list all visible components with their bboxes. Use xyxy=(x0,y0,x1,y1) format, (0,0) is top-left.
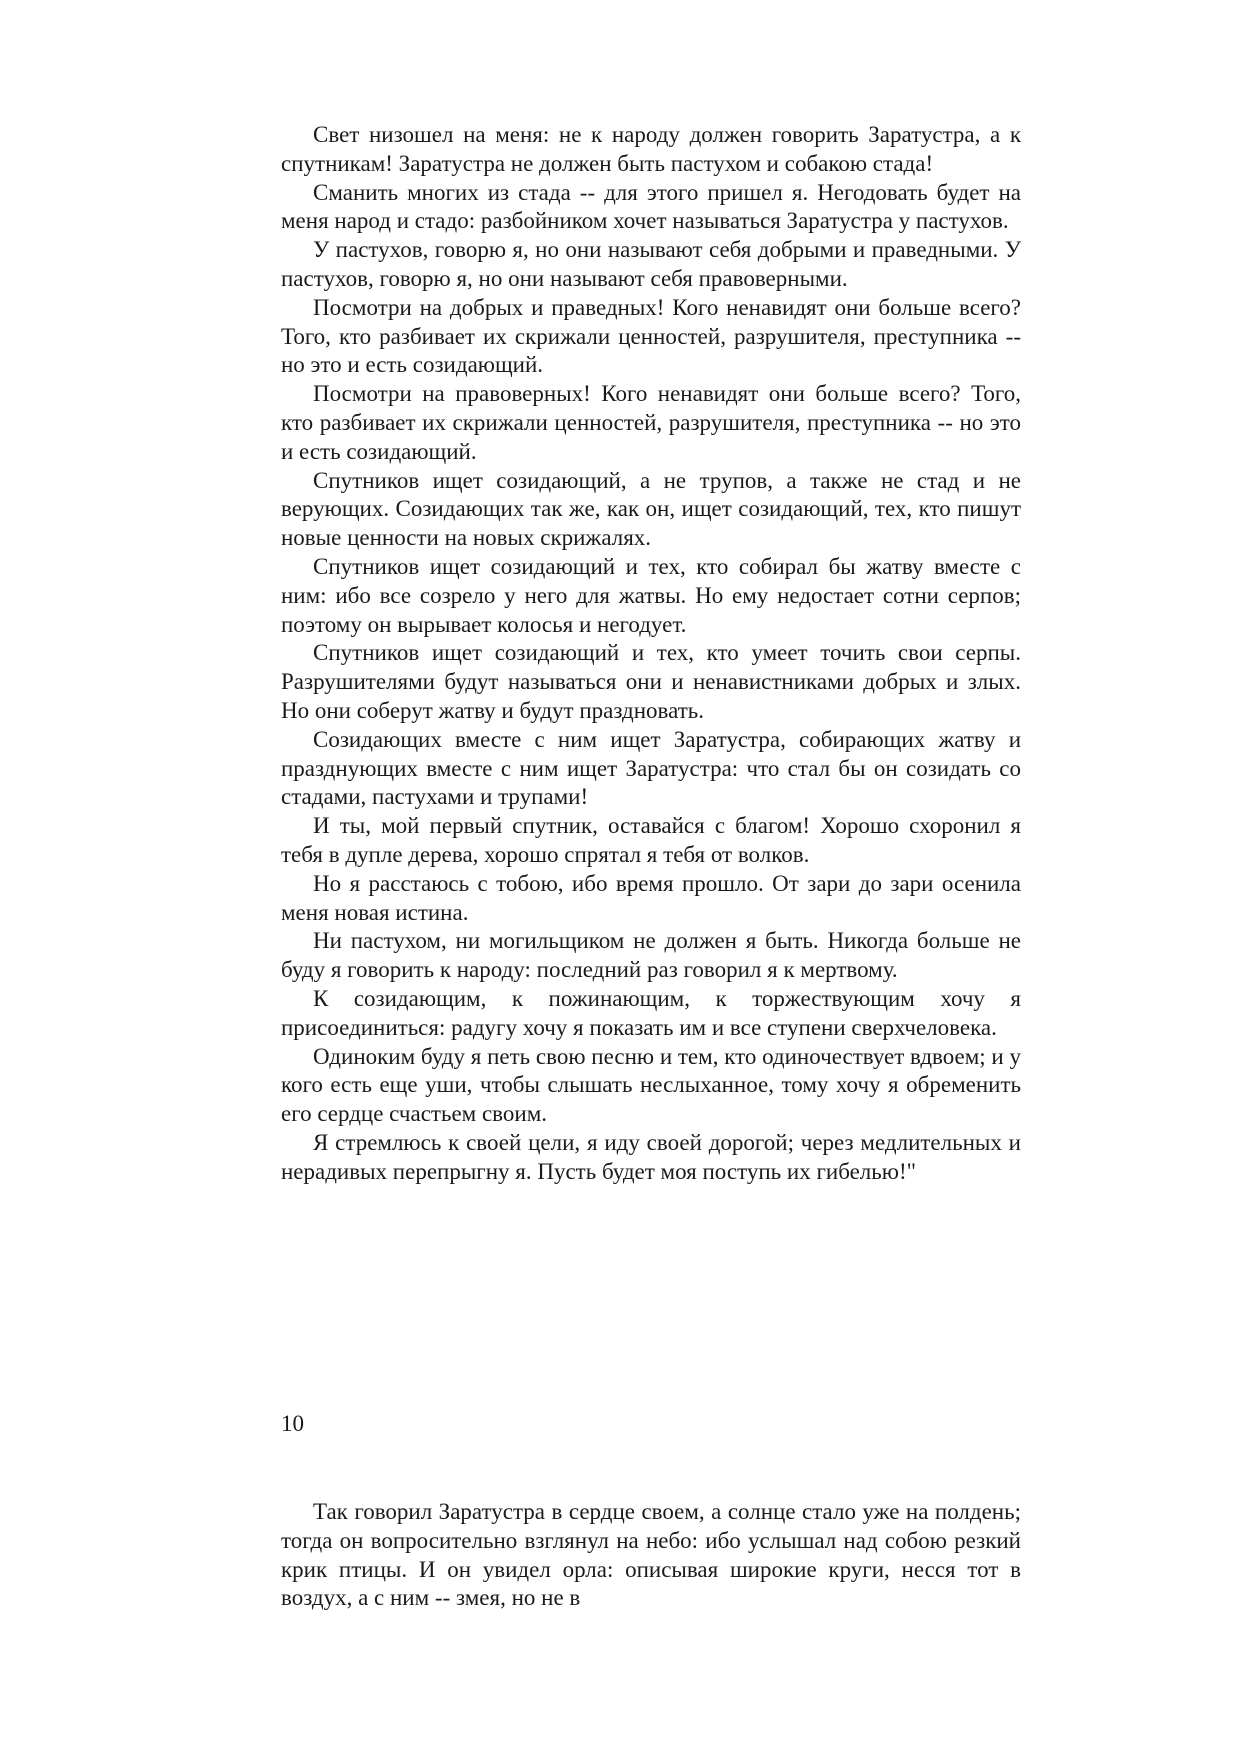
body-text-block-2 xyxy=(281,1498,1021,1613)
paragraph: Но я расстаюсь с тобою, ибо время прошло. От зари до зари осенила меня новая истина. xyxy=(281,870,1021,925)
paragraph: Созидающих вместе с ним ищет Заратустра, собирающих жатву и празднующих вместе с ним ищет Заратустра: что стал бы он созидать со стадами, пастухами и трупами! xyxy=(281,726,1021,810)
paragraph: Я стремлюсь к своей цели, я иду своей дорогой; через медлительных и нерадивых перепрыгну я. Пусть будет моя поступь их гибелью!" xyxy=(281,1129,1021,1184)
paragraph: И ты, мой первый спутник, оставайся с благом! Хорошо схоронил я тебя в дупле дерева, хорошо спрятал я тебя от волков. xyxy=(281,813,1021,867)
paragraph: У пастухов, говорю я, но они называют себя добрыми и праведными. У пастухов, говорю я, но они называют себя правоверными. xyxy=(281,237,1021,291)
paragraph: Спутников ищет созидающий и тех, кто собирал бы жатву вместе с ним: ибо все созрело у него для жатвы. Но ему недостает сотни серпов; поэтому он вырывает колосья и негодует. xyxy=(281,553,1021,637)
paragraph: Посмотри на добрых и праведных! Кого ненавидят они больше всего? Того, кто разбивает их скрижали ценностей, разрушителя, преступника -- но это и есть созидающий. xyxy=(281,294,1021,378)
body-text-block-1 xyxy=(281,121,1021,1186)
paragraph: Ни пастухом, ни могильщиком не должен я быть. Никогда больше не буду я говорить к народу: последний раз говорил я к мертвому. xyxy=(281,928,1021,983)
paragraph: Одиноким буду я петь свою песню и тем, кто одиночествует вдвоем; и у кого есть еще уши, чтобы слышать неслыханное, тому хочу я обременить его сердце счастьем своим. xyxy=(281,1043,1021,1127)
paragraph: Сманить многих из стада -- для этого пришел я. Негодовать будет на меня народ и стадо: разбойником хочет называться Заратустра у пастухов. xyxy=(281,179,1021,234)
paragraph: Посмотри на правоверных! Кого ненавидят они больше всего? Того, кто разбивает их скрижали ценностей, разрушителя, преступника -- но это и есть созидающий. xyxy=(281,381,1021,464)
paragraph: К созидающим, к пожинающим, к торжествующим хочу я присоединиться: радугу хочу я показать им и все ступени сверхчеловека. xyxy=(281,985,1021,1040)
paragraph: Свет низошел на меня: не к народу должен говорить Заратустра, а к спутникам! Заратустра не должен быть пастухом и собакою стада! xyxy=(281,122,1021,176)
paragraph: Спутников ищет созидающий, а не трупов, а также не стад и не верующих. Созидающих так же, как он, ищет созидающий, тех, кто пишут новые ценности на новых скрижалях. xyxy=(281,467,1021,551)
paragraph: Так говорил Заратустра в сердце своем, а солнце стало уже на полдень; тогда он вопросительно взглянул на небо: ибо услышал над собою резкий крик птицы. И он увидел орла: описывая широкие круги, несся тот в воздух, а с ним -- змея, но не в xyxy=(281,1499,1021,1611)
chapter-number: 10 xyxy=(281,1411,304,1436)
paragraph: Спутников ищет созидающий и тех, кто умеет точить свои серпы. Разрушителями будут называться они и ненавистниками добрых и злых. Но они соберут жатву и будут праздновать. xyxy=(281,640,1021,723)
